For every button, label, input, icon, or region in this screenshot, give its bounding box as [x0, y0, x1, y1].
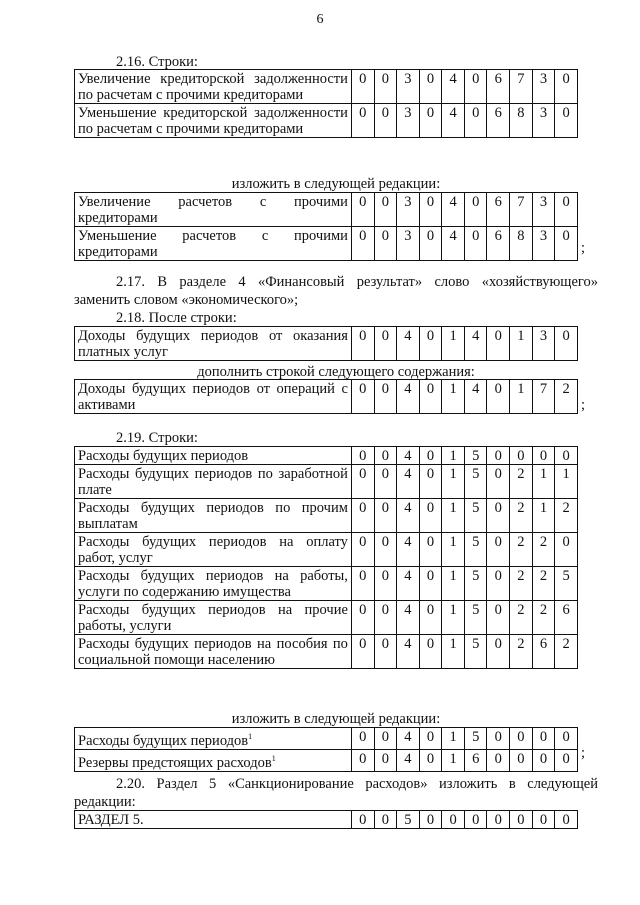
code-digit: 4 — [397, 380, 420, 414]
code-digit: 1 — [532, 499, 555, 533]
row-label: Расходы будущих периодов на прочие работы, услуги — [75, 601, 352, 635]
code-digit: 0 — [351, 811, 374, 829]
code-digit: 3 — [397, 193, 420, 227]
row-label: Расходы будущих периодов на оплату работ, услуг — [75, 533, 352, 567]
row-label: Доходы будущих периодов от оказания платных услуг — [75, 327, 352, 361]
code-digit: 0 — [487, 380, 510, 414]
table-row — [75, 465, 578, 499]
code-digit: 0 — [419, 750, 442, 772]
code-digit: 3 — [397, 227, 420, 261]
end-mark: ; — [581, 240, 586, 256]
code-digit: 2 — [532, 567, 555, 601]
code-digit: 3 — [532, 227, 555, 261]
code-digit: 2 — [555, 380, 578, 414]
code-digit: 0 — [351, 380, 374, 414]
table-row — [75, 635, 578, 669]
table-row — [75, 380, 578, 414]
section-2-20-line1: 2.20. Раздел 5 «Санкционирование расходов» изложить в следующей — [116, 776, 598, 792]
code-digit: 0 — [374, 327, 397, 361]
code-digit: 5 — [464, 635, 487, 669]
code-digit: 4 — [464, 380, 487, 414]
code-digit: 0 — [351, 465, 374, 499]
code-digit: 5 — [464, 465, 487, 499]
section-2-16-old-table — [74, 69, 578, 138]
code-digit: 2 — [510, 567, 533, 601]
code-digit: 1 — [442, 499, 465, 533]
row-label: Расходы будущих периодов по прочим выплатам — [75, 499, 352, 533]
code-digit: 0 — [351, 227, 374, 261]
section-2-19-heading: 2.19. Строки: — [116, 430, 198, 446]
section-2-16-connector: изложить в следующей редакции: — [231, 176, 441, 192]
table-row — [75, 70, 578, 104]
section-2-18-after-table — [74, 326, 578, 361]
table-row — [75, 447, 578, 465]
code-digit: 0 — [487, 327, 510, 361]
code-digit: 2 — [510, 533, 533, 567]
section-2-20-table — [74, 810, 578, 829]
code-digit: 4 — [442, 70, 465, 104]
code-digit: 5 — [464, 567, 487, 601]
code-digit: 0 — [374, 567, 397, 601]
code-digit: 0 — [555, 447, 578, 465]
code-digit: 0 — [510, 447, 533, 465]
table-row — [75, 227, 578, 261]
code-digit: 0 — [464, 227, 487, 261]
code-digit: 0 — [374, 70, 397, 104]
code-digit: 2 — [532, 533, 555, 567]
code-digit: 0 — [555, 533, 578, 567]
code-digit: 0 — [442, 811, 465, 829]
code-digit: 4 — [397, 499, 420, 533]
code-digit: 0 — [487, 811, 510, 829]
code-digit: 0 — [464, 70, 487, 104]
code-digit: 1 — [442, 327, 465, 361]
code-digit: 0 — [374, 227, 397, 261]
code-digit: 0 — [374, 193, 397, 227]
code-digit: 1 — [442, 567, 465, 601]
code-digit: 1 — [442, 750, 465, 772]
code-digit: 0 — [419, 567, 442, 601]
code-digit: 6 — [487, 70, 510, 104]
section-2-20-line2: редакции: — [74, 794, 136, 810]
code-digit: 4 — [397, 327, 420, 361]
code-digit: 4 — [442, 227, 465, 261]
code-digit: 0 — [510, 811, 533, 829]
code-digit: 0 — [555, 104, 578, 138]
code-digit: 3 — [397, 104, 420, 138]
footnote-mark: 1 — [248, 732, 253, 741]
code-digit: 0 — [487, 567, 510, 601]
code-digit: 6 — [487, 227, 510, 261]
section-2-18-heading: 2.18. После строки: — [116, 310, 237, 326]
code-digit: 0 — [419, 380, 442, 414]
code-digit: 3 — [532, 193, 555, 227]
code-digit: 1 — [442, 635, 465, 669]
code-digit: 3 — [397, 70, 420, 104]
section-2-17-line1: 2.17. В разделе 4 «Финансовый результат» слово «хозяйствующего» — [116, 274, 598, 290]
code-digit: 1 — [532, 465, 555, 499]
code-digit: 1 — [442, 380, 465, 414]
code-digit: 8 — [510, 227, 533, 261]
row-label: Резервы предстоящих расходов$^1$ — [75, 750, 352, 772]
code-digit: 7 — [532, 380, 555, 414]
code-digit: 0 — [419, 499, 442, 533]
code-digit: 4 — [397, 750, 420, 772]
code-digit: 0 — [555, 811, 578, 829]
code-digit: 0 — [351, 533, 374, 567]
code-digit: 5 — [464, 728, 487, 750]
code-digit: 2 — [510, 601, 533, 635]
code-digit: 0 — [419, 465, 442, 499]
code-digit: 1 — [510, 380, 533, 414]
code-digit: 0 — [419, 447, 442, 465]
code-digit: 2 — [510, 465, 533, 499]
code-digit: 0 — [351, 635, 374, 669]
code-digit: 2 — [555, 499, 578, 533]
code-digit: 0 — [419, 533, 442, 567]
code-digit: 4 — [397, 567, 420, 601]
code-digit: 2 — [555, 635, 578, 669]
code-digit: 0 — [532, 811, 555, 829]
section-2-17-line2: заменить словом «экономического»; — [74, 292, 299, 308]
code-digit: 0 — [419, 601, 442, 635]
table-row — [75, 750, 578, 772]
section-2-19-old-table — [74, 446, 578, 669]
code-digit: 0 — [351, 601, 374, 635]
code-digit: 0 — [374, 380, 397, 414]
code-digit: 1 — [442, 447, 465, 465]
code-digit: 0 — [374, 811, 397, 829]
code-digit: 0 — [419, 327, 442, 361]
code-digit: 0 — [374, 447, 397, 465]
code-digit: 0 — [555, 70, 578, 104]
code-digit: 0 — [555, 750, 578, 772]
code-digit: 5 — [397, 811, 420, 829]
code-digit: 0 — [419, 227, 442, 261]
code-digit: 5 — [464, 447, 487, 465]
code-digit: 6 — [464, 750, 487, 772]
code-digit: 0 — [374, 104, 397, 138]
code-digit: 0 — [374, 601, 397, 635]
code-digit: 0 — [351, 499, 374, 533]
table-row — [75, 327, 578, 361]
code-digit: 5 — [464, 499, 487, 533]
code-digit: 0 — [464, 811, 487, 829]
table-row — [75, 728, 578, 750]
code-digit: 0 — [419, 728, 442, 750]
code-digit: 3 — [532, 327, 555, 361]
code-digit: 2 — [510, 499, 533, 533]
row-label: Расходы будущих периодов по заработной плате — [75, 465, 352, 499]
code-digit: 5 — [464, 601, 487, 635]
code-digit: 0 — [555, 327, 578, 361]
code-digit: 7 — [510, 193, 533, 227]
code-digit: 8 — [510, 104, 533, 138]
code-digit: 0 — [351, 193, 374, 227]
section-2-16-new-table — [74, 192, 578, 261]
row-label: Увеличение кредиторской задолженности по расчетам с прочими кредиторами — [75, 70, 352, 104]
code-digit: 4 — [397, 728, 420, 750]
code-digit: 4 — [442, 104, 465, 138]
code-digit: 0 — [374, 499, 397, 533]
code-digit: 1 — [442, 533, 465, 567]
end-mark: ; — [581, 397, 586, 413]
row-label: РАЗДЕЛ 5. — [75, 811, 352, 829]
code-digit: 0 — [374, 635, 397, 669]
code-digit: 0 — [510, 728, 533, 750]
section-2-19-new-table — [74, 727, 578, 772]
footnote-mark: 1 — [271, 754, 276, 763]
code-digit: 0 — [555, 193, 578, 227]
code-digit: 0 — [351, 447, 374, 465]
code-digit: 3 — [532, 104, 555, 138]
row-label: Расходы будущих периодов на пособия по социальной помощи населению — [75, 635, 352, 669]
code-digit: 6 — [487, 104, 510, 138]
code-digit: 6 — [487, 193, 510, 227]
code-digit: 4 — [397, 601, 420, 635]
code-digit: 0 — [532, 447, 555, 465]
code-digit: 1 — [442, 601, 465, 635]
table-row — [75, 533, 578, 567]
code-digit: 1 — [510, 327, 533, 361]
code-digit: 0 — [555, 227, 578, 261]
row-label: Уменьшение кредиторской задолженности по расчетам с прочими кредиторами — [75, 104, 352, 138]
code-digit: 0 — [555, 728, 578, 750]
row-label: Расходы будущих периодов$^1$ — [75, 728, 352, 750]
row-label: Расходы будущих периодов на работы, услуги по содержанию имущества — [75, 567, 352, 601]
code-digit: 0 — [464, 104, 487, 138]
code-digit: 0 — [351, 104, 374, 138]
table-row — [75, 601, 578, 635]
code-digit: 0 — [419, 811, 442, 829]
code-digit: 0 — [374, 728, 397, 750]
code-digit: 0 — [532, 728, 555, 750]
end-mark: ; — [581, 745, 586, 761]
code-digit: 0 — [351, 327, 374, 361]
code-digit: 1 — [442, 728, 465, 750]
row-label: Увеличение расчетов с прочими кредиторами — [75, 193, 352, 227]
code-digit: 6 — [555, 601, 578, 635]
code-digit: 0 — [374, 750, 397, 772]
code-digit: 0 — [487, 601, 510, 635]
code-digit: 0 — [419, 104, 442, 138]
code-digit: 7 — [510, 70, 533, 104]
code-digit: 4 — [397, 465, 420, 499]
code-digit: 0 — [464, 193, 487, 227]
code-digit: 0 — [487, 465, 510, 499]
code-digit: 6 — [532, 635, 555, 669]
table-row — [75, 499, 578, 533]
code-digit: 0 — [374, 533, 397, 567]
code-digit: 2 — [510, 635, 533, 669]
section-2-16-heading: 2.16. Строки: — [116, 54, 198, 70]
code-digit: 0 — [351, 70, 374, 104]
code-digit: 0 — [487, 533, 510, 567]
code-digit: 4 — [397, 635, 420, 669]
code-digit: 4 — [442, 193, 465, 227]
table-row — [75, 811, 578, 829]
code-digit: 4 — [397, 533, 420, 567]
code-digit: 1 — [442, 465, 465, 499]
section-2-18-connector: дополнить строкой следующего содержания: — [197, 364, 475, 380]
code-digit: 0 — [487, 750, 510, 772]
code-digit: 0 — [487, 728, 510, 750]
code-digit: 5 — [464, 533, 487, 567]
code-digit: 0 — [419, 635, 442, 669]
code-digit: 0 — [351, 567, 374, 601]
code-digit: 0 — [374, 465, 397, 499]
code-digit: 2 — [532, 601, 555, 635]
table-row — [75, 193, 578, 227]
code-digit: 0 — [510, 750, 533, 772]
code-digit: 0 — [532, 750, 555, 772]
code-digit: 0 — [351, 750, 374, 772]
row-label: Уменьшение расчетов с прочими кредиторами — [75, 227, 352, 261]
code-digit: 5 — [555, 567, 578, 601]
page-number: 6 — [316, 12, 324, 27]
code-digit: 1 — [555, 465, 578, 499]
section-2-18-new-table — [74, 379, 578, 414]
code-digit: 0 — [419, 193, 442, 227]
code-digit: 4 — [397, 447, 420, 465]
code-digit: 0 — [487, 447, 510, 465]
code-digit: 0 — [351, 728, 374, 750]
code-digit: 0 — [487, 499, 510, 533]
code-digit: 0 — [487, 635, 510, 669]
row-label: Расходы будущих периодов — [75, 447, 352, 465]
code-digit: 4 — [464, 327, 487, 361]
table-row — [75, 567, 578, 601]
code-digit: 0 — [419, 70, 442, 104]
row-label: Доходы будущих периодов от операций с активами — [75, 380, 352, 414]
code-digit: 3 — [532, 70, 555, 104]
table-row — [75, 104, 578, 138]
section-2-19-connector: изложить в следующей редакции: — [231, 711, 441, 727]
